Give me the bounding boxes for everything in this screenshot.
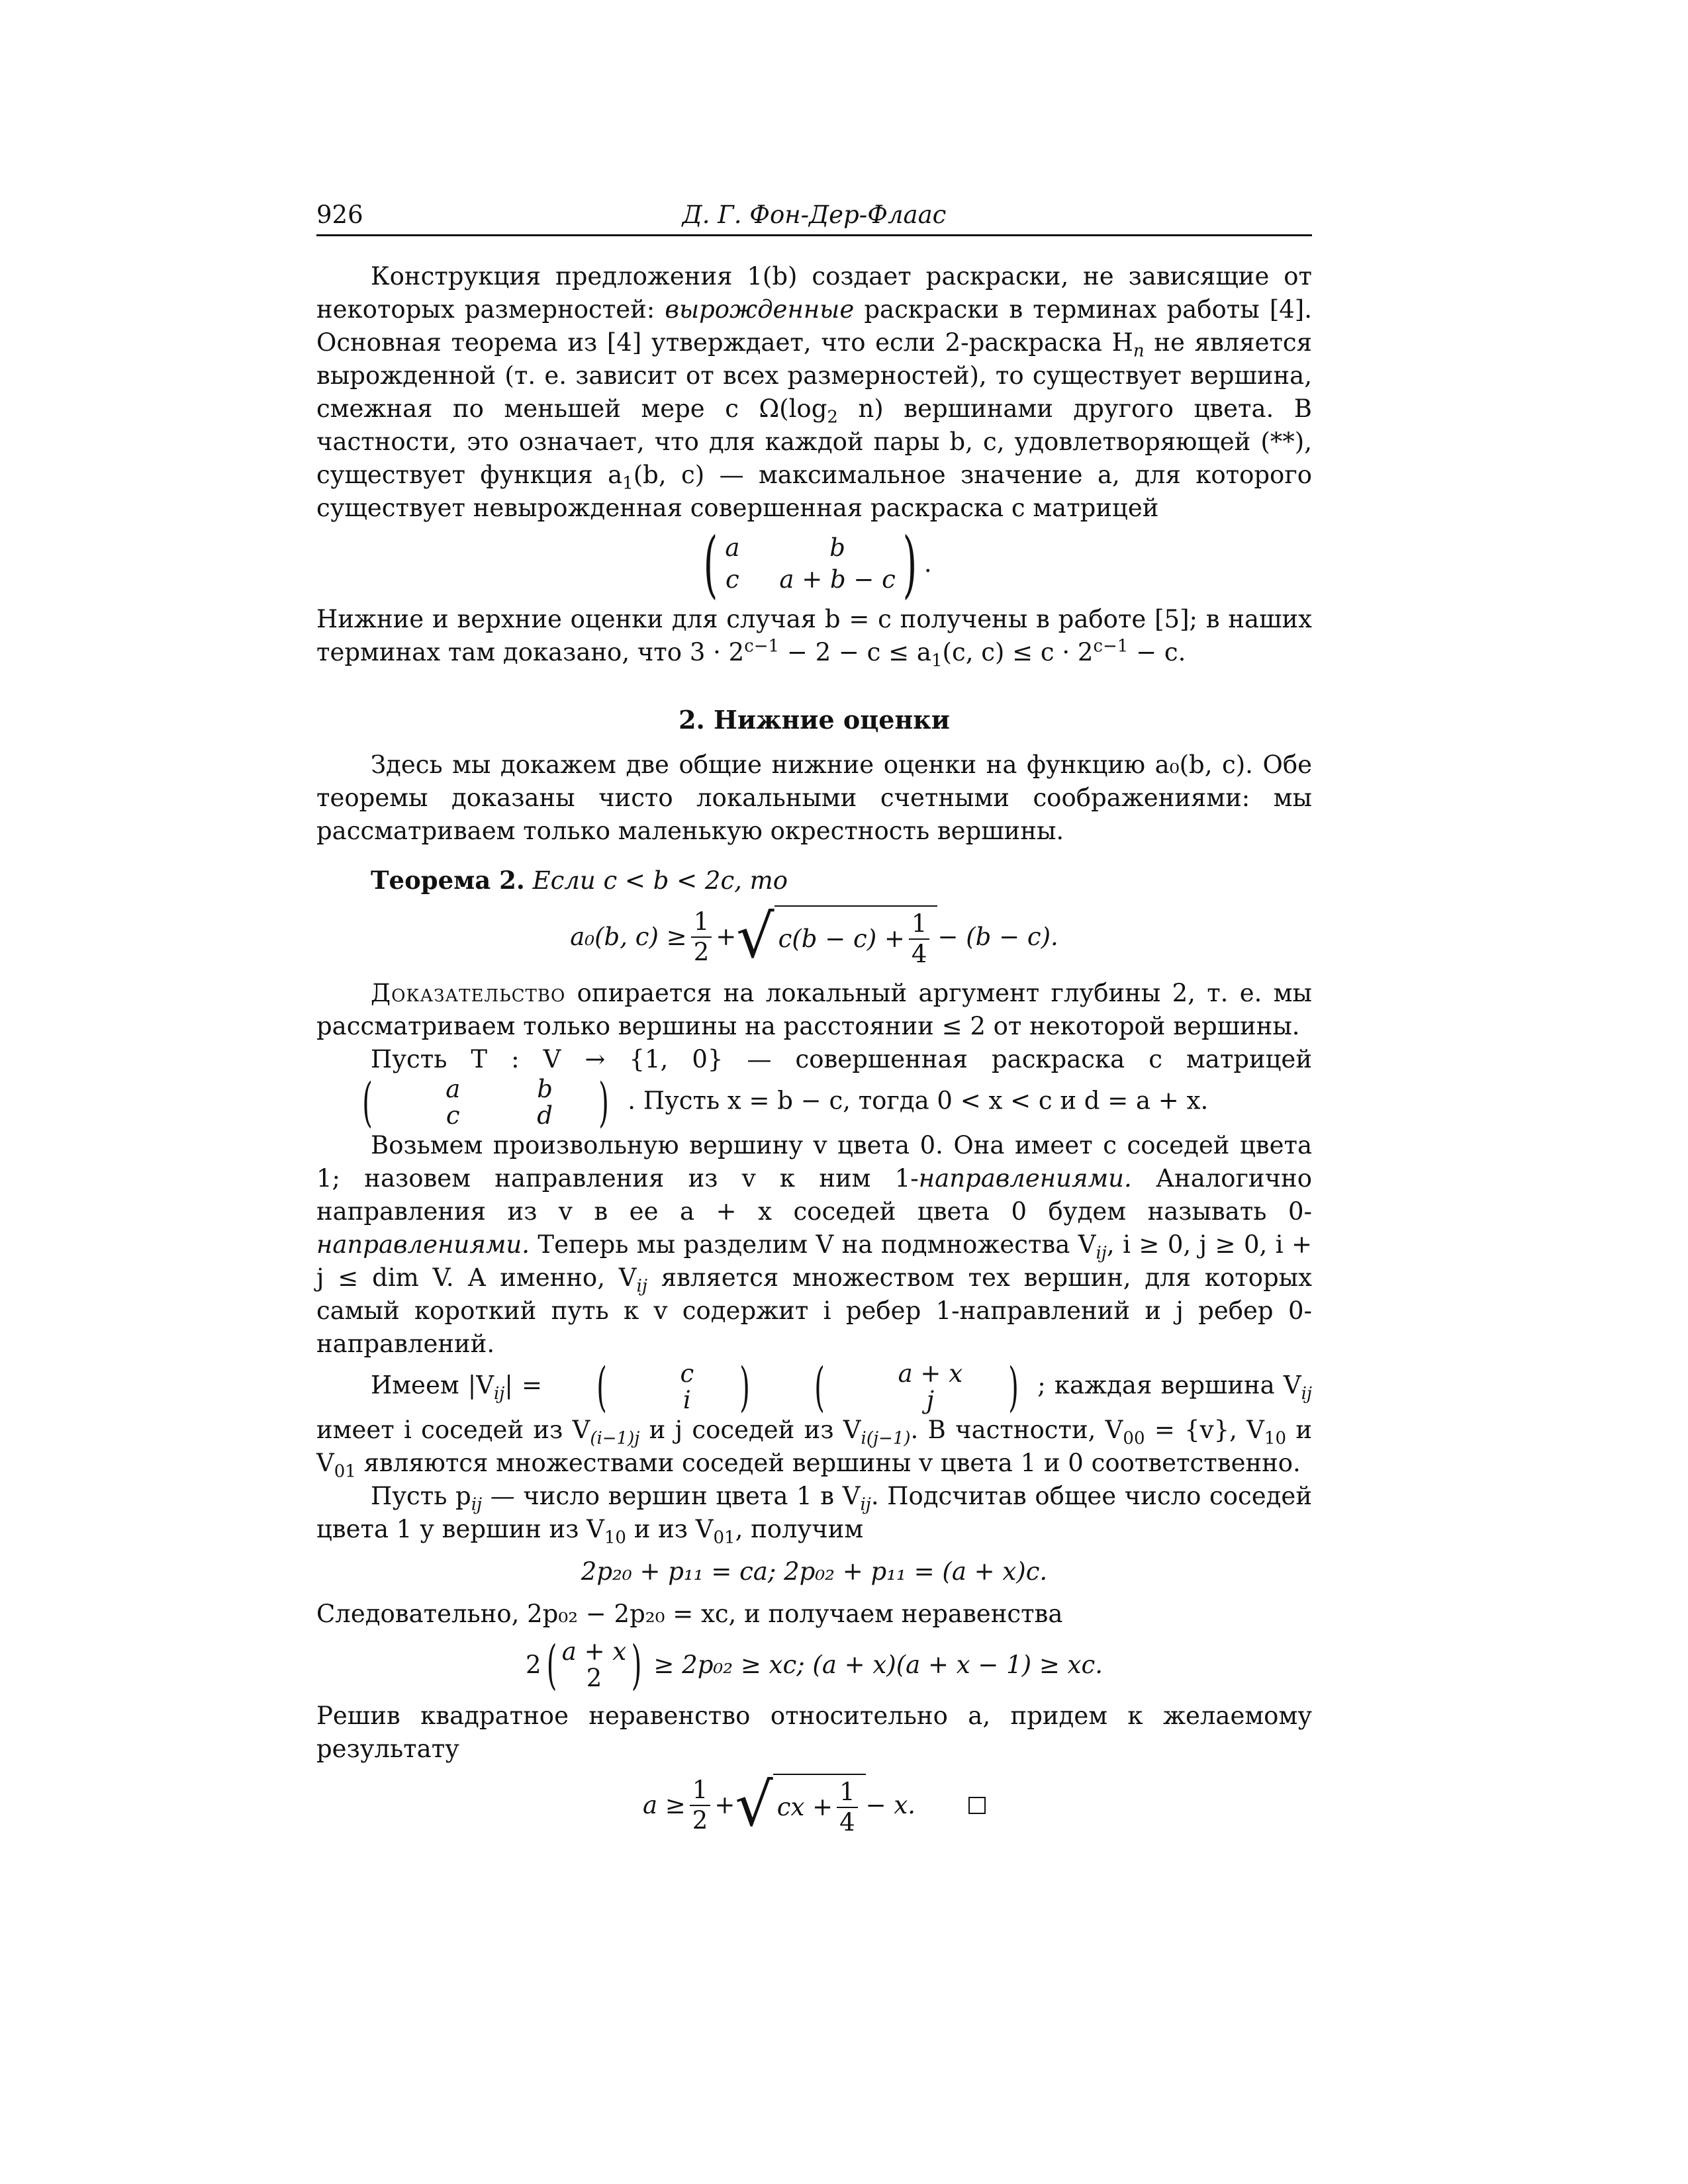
equation-result: a ≥ $\frac{1}{2}$ + √ cx + $\frac{1}{4}$ − x. xyxy=(316,1774,1312,1837)
theorem-2 xyxy=(316,864,1312,897)
emphasis-degenerate: вырожденные xyxy=(665,295,855,324)
paragraph-directions: Возьмем произвольную вершину v цвета 0. Она имеет c соседей цвета 1; назовем направления из v к ним 1-направлениями. Аналогично направления из v в ее a + x соседей цвета 0 будем называть 0-направлениями. Теперь мы разделим V на подмножества $V_{ij}$, i ≥ 0, j ≥ 0, i + j ≤ dim V. А именно, $V_{ij}$ является множеством тех вершин, для которых самый короткий путь к v содержит i ребер 1-направлений и j ребер 0-направлений. xyxy=(316,1131,1312,1358)
paragraph-consequently: Следовательно, 2p₀₂ − 2p₂₀ = xc, и получаем неравенства xyxy=(316,1600,1063,1628)
paragraph-sets: Имеем $|V_{ij}|$ = ( c i ) ( a + x j ) ; каждая вершина $V_{ij}$ имеет i соседей из $V_{(i-1)j}$ и j соседей из $V_{i(j-1)}$. В частности, $V_{00} = \{v\}$, $V_{10}$ и $V_{01}$ являются множествами соседей вершины v цвета 1 и 0 соответственно. xyxy=(316,1356,1312,1482)
qed-square-icon xyxy=(968,1797,986,1814)
page xyxy=(316,199,1312,1845)
equation-theorem-2: a₀(b, c) ≥ $\frac{1}{2}$ + √ c(b − c) + $\frac{1}{4}$ − (b − c). xyxy=(570,902,1058,972)
page-number: 926 xyxy=(316,201,363,229)
paragraph-solve: Решив квадратное неравенство относительно a, придем к желаемому результату xyxy=(316,1702,1312,1763)
running-header xyxy=(316,199,1312,236)
equation-inequalities: 2 ( a + x 2 ) ≥ 2p₀₂ ≥ xc; (a + x)(a + x − 1) ≥ xc. xyxy=(525,1634,1103,1696)
paragraph-section-intro: Здесь мы докажем две общие нижние оценки на функцию a₀(b, c). Обе теоремы доказаны чисто локальными счетными соображениями: мы рассматриваем только маленькую окрестность вершины. xyxy=(316,751,1312,845)
equation-counts: 2p₂₀ + p₁₁ = ca; 2p₀₂ + p₁₁ = (a + x)c. xyxy=(581,1557,1048,1586)
section-title: 2. Нижние оценки xyxy=(679,705,950,735)
paragraph-counting: Пусть $p_{ij}$ — число вершин цвета 1 в $V_{ij}$. Подсчитав общее число соседей цвета 1 у вершин из $V_{10}$ и из $V_{01}$, получим xyxy=(316,1482,1312,1548)
paragraph-coloring: Пусть T : V → {1, 0} — совершенная раскраска с матрицей ( a b c d ) . Пусть x = b − c, тогда 0 < x < c и d = a + x. xyxy=(362,1045,1312,1133)
running-head-author: Д. Г. Фон-Дер-Флаас xyxy=(682,201,947,229)
matrix-equation-1: ( a b c a + b − c ) . xyxy=(704,522,932,606)
theorem-statement: Если c < b < 2c, то xyxy=(532,866,788,895)
paragraph-intro: Конструкция предложения 1(b) создает раскраски, не зависящие от некоторых размерностей: вырожденные раскраски в терминах работы [4]. Основная теорема из [4] утверждает, что если 2-раскраска $H_n$ не является вырожденной (т. е. зависит от всех размерностей), то существует вершина, смежная по меньшей мере с $\Omega(\log_2$ n) вершинами другого цвета. В частности, это означает, что для каждой пары b, c, удовлетворяющей (**), существует функция $a_1(b$, c) — максимальное значение a, для которого существует невырожденная совершенная раскраска с матрицей xyxy=(316,262,1312,522)
theorem-label: Теорема 2. xyxy=(371,866,525,895)
proof-start: Доказательство опирается на локальный аргумент глубины 2, т. е. мы рассматриваем только вершины на расстоянии ≤ 2 от некоторой вершины. xyxy=(316,979,1312,1040)
paragraph-known-bounds: Нижние и верхние оценки для случая b = c получены в работе [5]; в наших терминах там доказано, что $3 \cdot 2^{c-1} - 2 - c \le a_1(c$, $c) \le c \cdot 2^{c-1} - c$. xyxy=(316,605,1312,671)
